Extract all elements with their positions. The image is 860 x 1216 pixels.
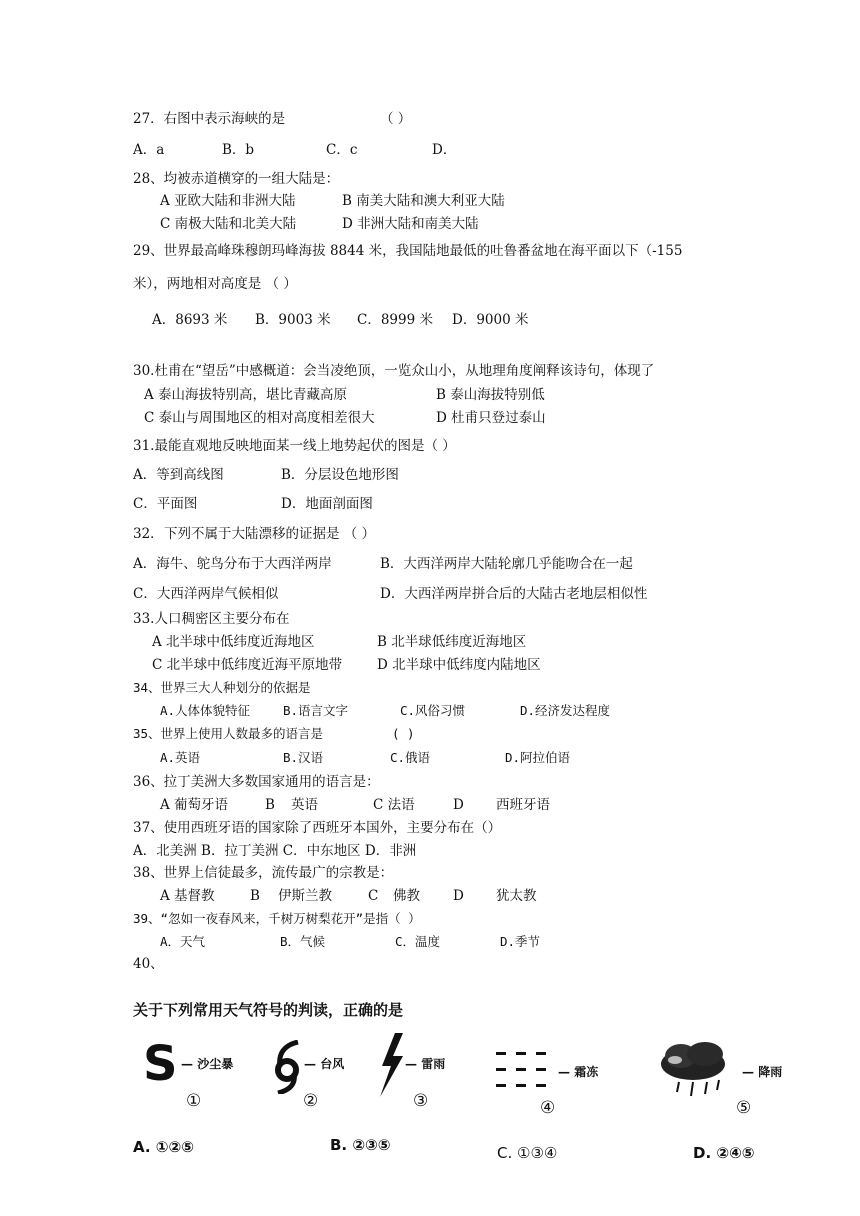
q37-stem: 37、使用西班牙语的国家除了西班牙本国外，主要分布在（）: [133, 820, 502, 836]
q29-stem-line2: 米），两地相对高度是 （ ）: [133, 276, 297, 292]
q36-option-d-letter: D: [453, 797, 464, 813]
q40-symbol-1-label: — 沙尘暴: [181, 1057, 234, 1071]
q27-option-c: C．c: [326, 142, 358, 158]
q28-stem: 28、均被赤道横穿的一组大陆是：: [133, 171, 340, 187]
q40-option-d: D. ②④⑤: [693, 1144, 755, 1162]
q32-number: 32．: [133, 526, 164, 542]
q37-options: A．北美洲 B．拉丁美洲 C．中东地区 D．非洲: [133, 843, 417, 859]
q31-option-d: D．地面剖面图: [281, 496, 373, 512]
q32-option-b: B．大西洋两岸大陆轮廓几乎能吻合在一起: [380, 556, 633, 572]
q39-option-a: A．天气: [160, 934, 206, 949]
q29-stem-line1: 29、世界最高峰珠穆朗玛峰海拔 8844 米，我国陆地最低的吐鲁番盆地在海平面以下（-155: [133, 243, 683, 259]
q33-option-c: C 北半球中低纬度近海平原地带: [152, 657, 343, 673]
q39-stem: 39、“忽如一夜春风来，千树万树梨花开”是指（ ）: [133, 911, 421, 926]
q35-option-b: B.汉语: [283, 750, 324, 765]
q38-option-c-letter: C: [368, 888, 379, 904]
q28-option-a: A 亚欧大陆和非洲大陆: [160, 193, 296, 209]
q33-option-d: D 北半球中低纬度内陆地区: [377, 657, 541, 673]
q35-option-c: C.俄语: [390, 750, 431, 765]
q28-option-b: B 南美大陆和澳大利亚大陆: [342, 193, 505, 209]
q38-option-a: A 基督教: [160, 888, 215, 904]
q34-option-a: A.人体体貌特征: [160, 703, 251, 718]
rain-cloud-symbol-icon: [655, 1040, 745, 1102]
q38-option-b-letter: B: [250, 888, 260, 904]
frost-symbol-icon: [496, 1050, 562, 1092]
q36-option-b-text: 英语: [291, 797, 318, 813]
q40-symbol-1-number: ①: [186, 1091, 202, 1111]
q38-option-c-text: 佛教: [393, 888, 420, 904]
q31-option-c: C．平面图: [133, 496, 198, 512]
q29-option-c: C．8999 米: [357, 312, 433, 328]
q32-option-c: C．大西洋两岸气候相似: [133, 586, 279, 602]
q27-option-d: D．: [432, 142, 457, 158]
q31-option-a: A．等到高线图: [133, 467, 224, 483]
q40-symbol-5-label: — 降雨: [742, 1065, 783, 1079]
q40-option-a: A. ①②⑤: [133, 1138, 194, 1156]
q39-option-c: C．温度: [395, 934, 441, 949]
q29-option-d: D．9000 米: [452, 312, 529, 328]
typhoon-symbol-icon: [270, 1040, 304, 1094]
q40-symbol-4-label: — 霜冻: [558, 1065, 599, 1079]
q32-option-a: A．海牛、鸵鸟分布于大西洋两岸: [133, 556, 332, 572]
q28-option-c: C 南极大陆和北美大陆: [160, 216, 297, 232]
q30-option-a: A 泰山海拔特别高，堪比青藏高原: [144, 387, 348, 403]
q30-option-d: D 杜甫只登过泰山: [436, 410, 546, 426]
q35-option-d: D.阿拉伯语: [505, 750, 571, 765]
q33-option-b: B 北半球低纬度近海地区: [377, 634, 527, 650]
q36-option-a: A 葡萄牙语: [160, 797, 229, 813]
q32-option-d: D．大西洋两岸拼合后的大陆古老地层相似性: [380, 586, 648, 602]
q40-symbol-2-number: ②: [303, 1091, 319, 1111]
q38-option-b-text: 伊斯兰教: [278, 888, 332, 904]
q34-stem: 34、世界三大人种划分的依据是: [133, 680, 311, 695]
q35-stem: 35、世界上使用人数最多的语言是: [133, 726, 324, 741]
q30-option-c: C 泰山与周围地区的相对高度相差很大: [144, 410, 375, 426]
q40-option-c: C. ①③④: [497, 1144, 558, 1162]
q32-stem: 下列不属于大陆漂移的证据是 （ ）: [164, 526, 376, 542]
q31-stem: 31.最能直观地反映地面某一线上地势起伏的图是（ ）: [133, 438, 456, 454]
q30-option-b: B 泰山海拔特别低: [436, 387, 545, 403]
q40-symbol-3-number: ③: [413, 1091, 429, 1111]
sandstorm-symbol-icon: S: [143, 1036, 178, 1092]
q36-option-d-text: 西班牙语: [496, 797, 550, 813]
q36-stem: 36、拉丁美洲大多数国家通用的语言是：: [133, 774, 380, 790]
q34-option-d: D.经济发达程度: [520, 703, 611, 718]
q40-symbol-3-label: — 雷雨: [405, 1057, 446, 1071]
q27-stem: 27．右图中表示海峡的是: [133, 111, 286, 127]
q35-answer-paren: ( ): [392, 726, 415, 741]
q40-symbol-4-number: ④: [540, 1098, 556, 1118]
q34-option-c: C.风俗习惯: [400, 703, 466, 718]
q30-stem: 30.杜甫在“望岳”中感概道：会当凌绝顶，一览众山小，从地理角度阐释该诗句，体现了: [133, 363, 655, 379]
q39-option-b: B．气候: [280, 934, 326, 949]
q40-option-b: B. ②③⑤: [330, 1136, 391, 1154]
thunderstorm-symbol-icon: [376, 1032, 406, 1098]
q29-option-b: B．9003 米: [255, 312, 331, 328]
q38-stem: 38、世界上信徒最多，流传最广的宗教是：: [133, 865, 394, 881]
q27-answer-paren: （ ）: [380, 111, 412, 127]
q38-option-d-text: 犹太教: [496, 888, 537, 904]
q29-option-a: A．8693 米: [152, 312, 228, 328]
q28-option-d: D 非洲大陆和南美大陆: [342, 216, 479, 232]
q39-option-d: D.季节: [500, 934, 541, 949]
q40-figure-title: 关于下列常用天气符号的判读，正确的是: [133, 1001, 404, 1019]
q36-option-c: C 法语: [373, 797, 415, 813]
q31-option-b: B．分层设色地形图: [281, 467, 399, 483]
q27-option-b: B．b: [222, 142, 255, 158]
q34-option-b: B.语言文字: [283, 703, 349, 718]
q27-option-a: A．a: [133, 142, 165, 158]
q40-symbol-5-number: ⑤: [736, 1098, 752, 1118]
q40-number: 40、: [133, 956, 164, 972]
q33-stem: 33.人口稠密区主要分布在: [133, 611, 290, 627]
q35-option-a: A.英语: [160, 750, 201, 765]
q36-option-b-letter: B: [265, 797, 275, 813]
q38-option-d-letter: D: [453, 888, 464, 904]
q33-option-a: A 北半球中低纬度近海地区: [152, 634, 315, 650]
q40-symbol-2-label: — 台风: [304, 1057, 345, 1071]
